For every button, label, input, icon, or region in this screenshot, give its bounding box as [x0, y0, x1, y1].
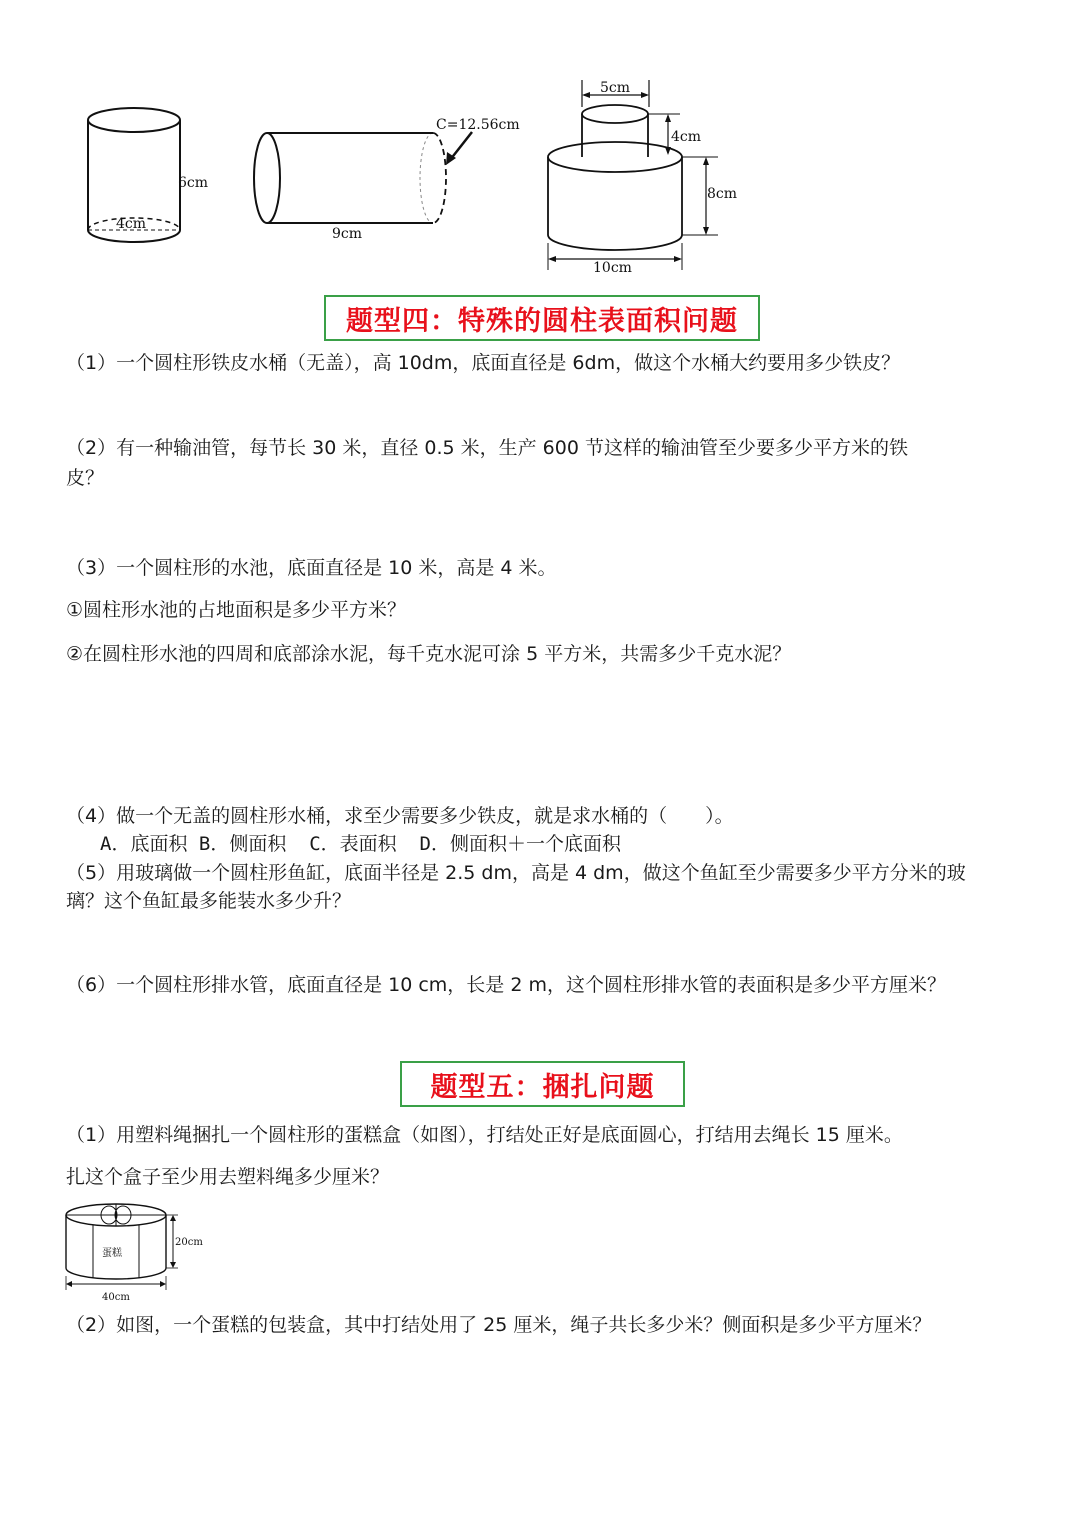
cake-height-label: 20cm — [175, 1237, 203, 1248]
stacked-cylinder-figure — [540, 75, 750, 280]
cake-label: 蛋糕 — [102, 1248, 122, 1259]
s4-question-3: （3）一个圆柱形的水池，底面直径是 10 米，高是 4 米。 — [66, 557, 557, 579]
cylinder-figure-1 — [80, 100, 220, 250]
cake-width-label: 40cm — [102, 1292, 130, 1303]
s4-question-5-line-1: （5）用玻璃做一个圆柱形鱼缸，底面半径是 2.5 dm，高是 4 dm，做这个鱼缸至少需要多少平方分米的玻 — [66, 862, 966, 884]
s5-question-1-line-1: （1）用塑料绳捆扎一个圆柱形的蛋糕盒（如图），打结处正好是底面圆心，打结用去绳长 15 厘米。 — [66, 1124, 903, 1146]
section-5-title: 题型五：捆扎问题 — [400, 1061, 685, 1107]
s4-question-2-line-1: （2）有一种输油管，每节长 30 米，直径 0.5 米，生产 600 节这样的输油管至少要多少平方米的铁 — [66, 437, 908, 459]
length-label: 9cm — [332, 226, 363, 242]
s5-question-1-line-2: 扎这个盒子至少用去塑料绳多少厘米？ — [66, 1166, 390, 1188]
bottom-diameter-label: 10cm — [593, 260, 632, 276]
s4-question-1: （1）一个圆柱形铁皮水桶（无盖），高 10dm，底面直径是 6dm，做这个水桶大约要用多少铁皮？ — [66, 352, 901, 374]
s5-question-2: （2）如图，一个蛋糕的包装盒，其中打结处用了 25 厘米，绳子共长多少米？侧面积是多少平方厘米？ — [66, 1314, 932, 1336]
section-4-title: 题型四：特殊的圆柱表面积问题 — [324, 295, 760, 341]
cylinder-figure-2 — [250, 110, 530, 250]
height-label: 6cm — [178, 175, 209, 191]
top-diameter-label: 5cm — [600, 80, 631, 96]
s4-question-4: （4）做一个无盖的圆柱形水桶，求至少需要多少铁皮，就是求水桶的（ ）。 — [66, 805, 734, 827]
cake-box-figure — [60, 1198, 220, 1306]
s4-question-4-options: A．底面积 B．侧面积 C．表面积 D．侧面积＋一个底面积 — [100, 833, 621, 855]
s4-question-2-line-2: 皮？ — [66, 467, 105, 489]
bottom-height-label: 8cm — [707, 186, 738, 202]
diameter-label: 4cm — [116, 216, 147, 232]
s4-question-3-sub-1: ①圆柱形水池的占地面积是多少平方米？ — [66, 599, 407, 621]
s4-question-3-sub-2: ②在圆柱形水池的四周和底部涂水泥，每千克水泥可涂 5 平方米，共需多少千克水泥？ — [66, 643, 792, 665]
circumference-label: C=12.56cm — [436, 117, 520, 133]
s4-question-6: （6）一个圆柱形排水管，底面直径是 10 cm，长是 2 m，这个圆柱形排水管的表面积是多少平方厘米？ — [66, 974, 946, 996]
top-height-label: 4cm — [671, 129, 702, 145]
s4-question-5-line-2: 璃？这个鱼缸最多能装水多少升？ — [66, 890, 352, 912]
